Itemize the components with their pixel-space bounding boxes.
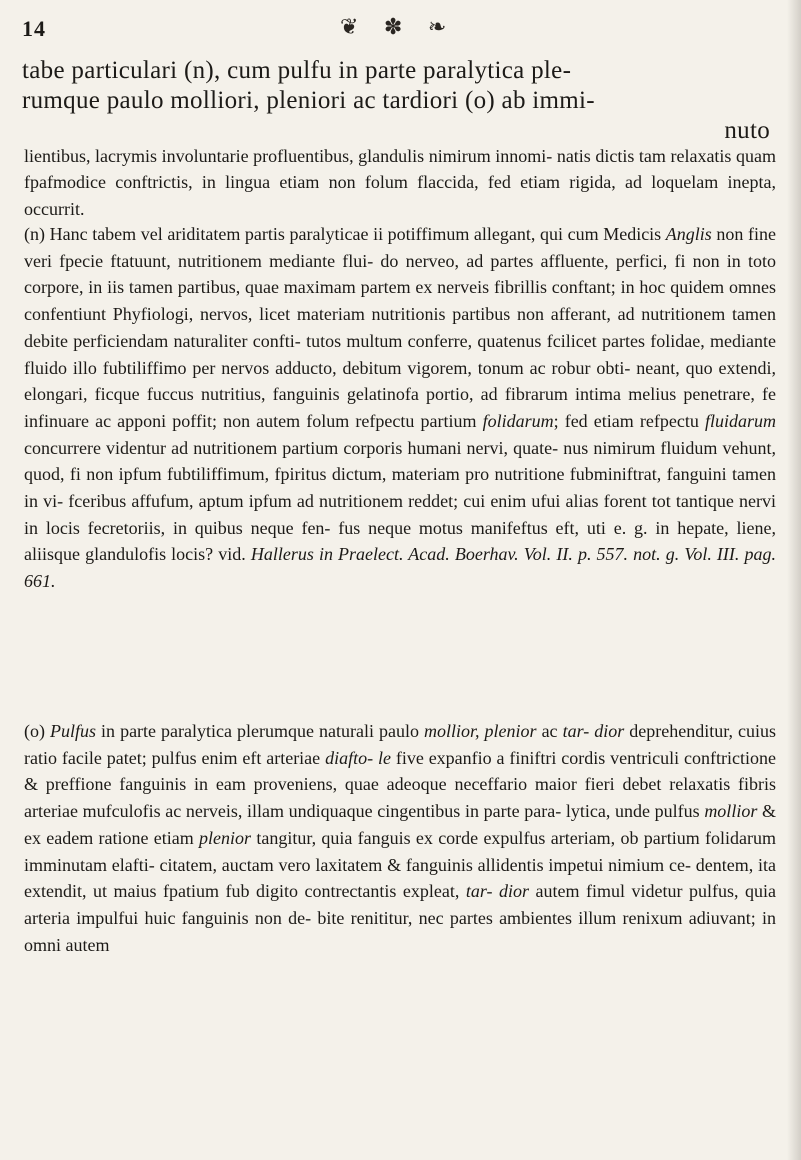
main-paragraph: lientibus, lacrymis involuntarie profluentibus, glandulis nimirum innomi- natis dictis tam relaxatis quam fpafmodice conftrictis, in lingua etiam non folum flaccida, fed etiam rigida, ad loquelam inepta, occurrit. xyxy=(24,146,776,219)
footnote-n-marker: (n) xyxy=(24,224,45,244)
printers-ornament: ❦ ✽ ❧ xyxy=(340,14,457,39)
footnote-n: (n) Hanc tabem vel ariditatem partis paralyticae ii potiffimum allegant, qui cum Medicis Anglis non fine veri fpecie ftatuunt, nutritionem mediante flui- do nerveo, ad partes affluente, perfici, fi non in toto corpore, in iis tamen partibus, quae maximam partem ex nerveis fibrillis conftant; in hoc quidem omnes confentiunt Phyfiologi, nervos, licet materiam nutritionis partibus non afferant, ad nutritionem tamen debite perficiendam naturaliter confti- tutos multum conferre, quatenus fcilicet partes folidae, mediante fluido illo fubtiliffimo per nervos adducto, debitum vigorem, tonum ac robur obti- neant, quo extendi, elongari, ficque fuccus nutritius, fanguinis gelatinofa portio, ad fibrarum intima melius penetrare, fe infinuare ac apponi poffit; non autem folum refpectu partium folidarum; fed etiam refpectu fluidarum concurrere videntur ad nutritionem partium corporis humani nervi, quate- nus nimirum fluidum vehunt, quod, fi non ipfum fubtiliffimum, fpiritus dictum, materiam pro nutritione fubminiftrat, fanguini tamen in vi- fceribus affufum, aptum ipfum ad nutritionem reddet; cui enim ufui alias forent tot tantique nervi in locis fecretoriis, in quibus neque fen- fus neque motus manifeftus eft, uti e. g. in hepate, liene, aliisque glandulofis locis? vid. Hallerus in Praelect. Acad. Boerhav. Vol. II. p. 557. not. g. Vol. III. pag. 661. xyxy=(24,224,776,592)
catchword: nuto xyxy=(724,117,770,144)
footnote-o-marker: (o) xyxy=(24,721,45,741)
footnote-o: (o) Pulfus in parte paralytica plerumque naturali paulo mollior, plenior ac tar- dior deprehenditur, cuius ratio facile patet; pulfus enim eft arteriae diafto- le five expanfio a finiftri cordis ventriculi conftrictione & preffione fanguinis in eam proveniens, quae adeoque neceffario maior fieri debet relaxatis fibris arteriae mufculofis ac nerveis, illam undiquaque cingentibus in parte para- lytica, unde pulfus mollior & ex eadem ratione etiam plenior tangitur, quia fanguis ex corde expulfus arteriam, ob partium folidarum imminutam elafti- citatem, auctam vero laxitatem & fanguinis allidentis impetui nimium ce- dentem, ita extendit, ut maius fpatium fub digito contrectantis expleat, tar- dior autem fimul videtur pulfus, quia arteria impulfui huic fanguinis non de- bite renititur, nec partes ambientes illum renixum adiuvant; in omni autem xyxy=(24,721,776,955)
page-number: 14 xyxy=(22,16,46,41)
reference-citation: Hallerus in Praelect. Acad. Boerhav. Vol. II. p. 557. not. g. Vol. III. pag. 661. xyxy=(24,544,776,592)
page-edge-shadow xyxy=(787,0,801,1160)
lead-line-1: tabe particulari (n), cum pulfu in parte paralytica ple- xyxy=(22,57,572,84)
lead-text xyxy=(22,56,782,146)
lead-line-2: rumque paulo molliori, pleniori ac tardiori (o) ab immi- xyxy=(22,87,595,114)
